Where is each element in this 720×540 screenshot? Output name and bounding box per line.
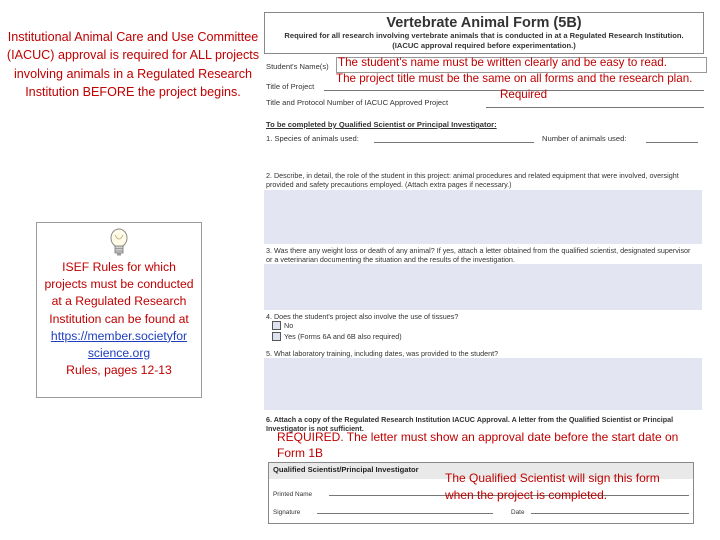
number-line[interactable] — [646, 142, 698, 143]
species-line[interactable] — [374, 142, 534, 143]
form-title: Vertebrate Animal Form (5B) — [386, 15, 582, 31]
signature-annotation: The Qualified Scientist will sign this form when the project is completed. — [445, 471, 660, 502]
question-3-answer-area[interactable] — [264, 264, 702, 310]
protocol-line[interactable] — [486, 107, 704, 108]
question-6: 6. Attach a copy of the Regulated Research Institution IACUC Approval. A letter from the Qualified Scientist or Principal Investigator is not sufficient. — [266, 415, 674, 433]
student-name-annotation: The student's name must be written clearly and be easy to read. — [338, 56, 667, 69]
society-for-science-link[interactable]: https://member.societyfor science.org — [50, 328, 188, 361]
form-title-box — [264, 12, 704, 54]
protocol-label: Title and Protocol Number of IACUC Approved Project — [266, 98, 449, 107]
printed-name-label: Printed Name — [273, 491, 313, 498]
date-line[interactable] — [531, 513, 689, 514]
tip-text-line2: Rules, pages 12-13 — [66, 363, 172, 378]
signature-label: Signature — [273, 509, 301, 516]
protocol-annotation: Required — [500, 88, 548, 101]
project-title-annotation: The project title must be the same on all forms and the research plan. — [336, 72, 693, 85]
tissues-yes-checkbox[interactable] — [272, 332, 281, 341]
question-5: 5. What laboratory training, including dates, was provided to the student? — [266, 349, 499, 358]
tissues-no-checkbox[interactable] — [272, 321, 281, 330]
tissues-yes-label: Yes (Forms 6A and 6B also required) — [284, 332, 402, 341]
question-3: 3. Was there any weight loss or death of any animal? If yes, attach a letter obtained from the qualified scientist, designated supervisor or a veterinarian documenting the situation and the results of the investigation. — [266, 246, 691, 264]
question-2: 2. Describe, in detail, the role of the student in this project: animal procedures and related equipment that were involved, oversight provided and safety precautions employed. (Attach extra pages if necessary.) — [266, 171, 679, 189]
iacuc-requirement-note: Institutional Animal Care and Use Committee (IACUC) approval is required for ALL projects involving animals in a Regulated Research Institution BEFORE the project begins. — [6, 30, 260, 100]
lightbulb-icon — [108, 227, 130, 257]
question-4: 4. Does the student's project also involve the use of tissues? — [266, 312, 459, 321]
student-name-label: Student's Name(s) — [266, 62, 329, 71]
project-title-label: Title of Project — [266, 82, 315, 91]
date-label: Date — [511, 509, 525, 516]
signature-heading: Qualified Scientist/Principal Investigator — [269, 463, 693, 479]
question-5-answer-area[interactable] — [264, 358, 702, 410]
question-1-species: 1. Species of animals used: — [266, 134, 359, 143]
tissues-no-label: No — [284, 321, 294, 330]
question-2-answer-area[interactable] — [264, 190, 702, 244]
signature-line[interactable] — [317, 513, 493, 514]
section-heading: To be completed by Qualified Scientist or Principal Investigator: — [266, 120, 497, 129]
form-subtitle-line2: (IACUC approval required before experimentation.) — [392, 41, 576, 50]
form-subtitle-line1: Required for all research involving vertebrate animals that is conducted in at a Regulated Research Institution. — [284, 31, 684, 40]
tip-text-line1: ISEF Rules for which projects must be conducted at a Regulated Research Institution can be found at — [44, 260, 194, 326]
approval-annotation: REQUIRED. The letter must show an approval date before the start date on Form 1B — [277, 430, 679, 460]
question-1-number: Number of animals used: — [542, 134, 627, 143]
isef-rules-tip-box — [36, 222, 202, 398]
